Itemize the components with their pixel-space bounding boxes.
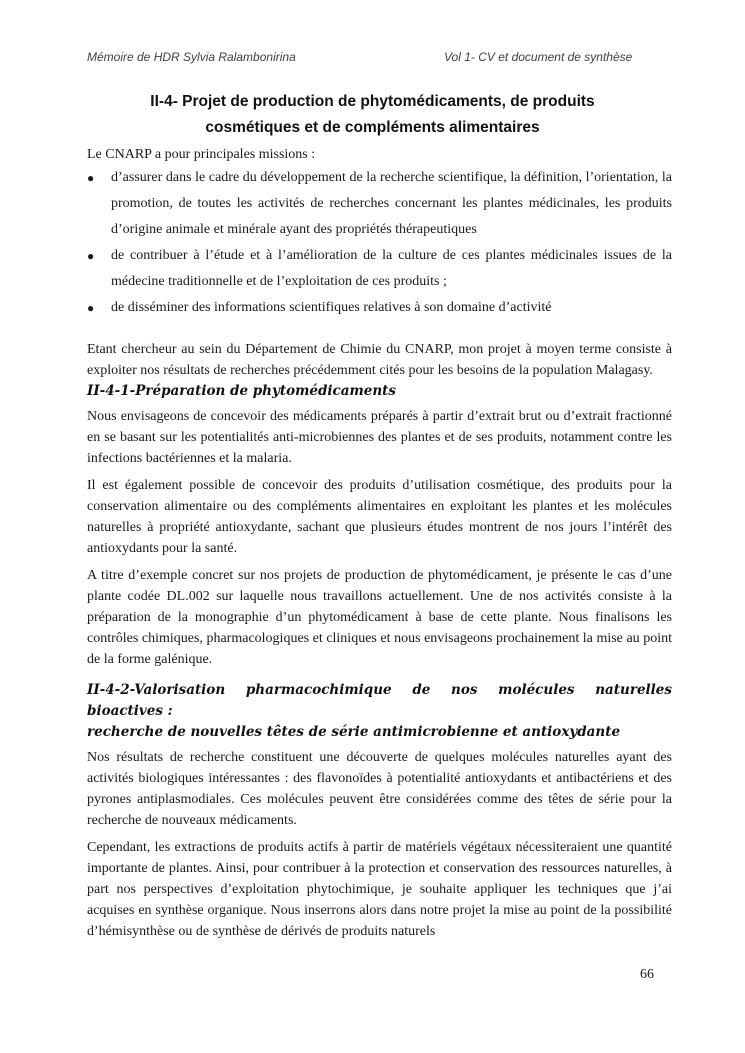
section-title-line-1: II-4- Projet de production de phytomédicaments, de produits [150, 93, 595, 110]
page-number: 66 [640, 967, 654, 982]
paragraph-cnarp: Etant chercheur au sein du Département de Chimie du CNARP, mon projet à moyen terme consiste à exploiter nos résultats de recherches précédemment cités pour les besoins de la population Malagasy. [87, 342, 672, 378]
paragraph: Il est également possible de concevoir des produits d’utilisation cosmétique, des produits pour la conservation alimentaire ou des compléments alimentaires en exploitant les plantes et les molécules naturelles à propriété antioxydante, sachant que plusieurs études montrent de nos jours l’intérêt des antioxydants pour la santé. [87, 478, 672, 556]
list-item [87, 243, 672, 295]
subsection-heading-2-line-2: recherche de nouvelles têtes de série antimicrobienne et antioxydante [87, 724, 621, 740]
missions-list [87, 165, 672, 321]
paragraph: Cependant, les extractions de produits actifs à partir de matériels végétaux nécessiteraient une quantité importante de plantes. Ainsi, pour contribuer à la protection et conservation des ressources naturelles, à part nos perspectives d’exploitation phytochimique, je souhaite appliquer les techniques que j’ai acquises en synthèse organique. Nous inserrons alors dans notre projet la mise au point de la possibilité d’hémisynthèse ou de synthèse de dérivés de produits naturels [87, 840, 672, 939]
list-item [87, 165, 672, 243]
mission-text: de disséminer des informations scientifiques relatives à son domaine d’activité [111, 300, 552, 315]
mission-text: d’assurer dans le cadre du développement de la recherche scientifique, la définition, l’orientation, la promotion, de toutes les activités de recherches concernant les plantes médicinales, les produits d’origine animale et minérale ayant des propriétés thérapeutiques [111, 170, 672, 237]
list-item [87, 295, 672, 321]
bullet-icon: ● [87, 249, 95, 263]
section-title-line-2: cosmétiques et de compléments alimentaires [205, 119, 540, 136]
header-author: Mémoire de HDR Sylvia Ralambonirina [87, 50, 296, 64]
bullet-icon: ● [87, 171, 95, 185]
bullet-icon: ● [87, 301, 95, 315]
mission-text: de contribuer à l’étude et à l’amélioration de la culture de ces plantes médicinales issues de la médecine traditionnelle et de l’exploitation de ces produits ; [111, 248, 672, 289]
paragraph: Nous envisageons de concevoir des médicaments préparés à partir d’extrait brut ou d’extrait fractionné en se basant sur les potentialités anti-microbiennes des plantes et de ses produits, notamment contre les infections bactériennes et la malaria. [87, 409, 672, 466]
header-volume: Vol 1- CV et document de synthèse [444, 50, 633, 64]
section-title [100, 89, 645, 141]
subsection-heading-2 [87, 680, 672, 743]
page-header [87, 50, 647, 70]
subsection-heading-1: II-4-1-Préparation de phytomédicaments [87, 383, 397, 399]
paragraph: Nos résultats de recherche constituent une découverte de quelques molécules naturelles ayant des activités biologiques intéressantes : des flavonoïdes à potentialité antioxydants et antibactériens et des pyrones antiplasmodiales. Ces molécules peuvent être considérées comme des têtes de série pour la recherche de nouveaux médicaments. [87, 750, 672, 828]
subsection-heading-2-line-1: II-4-2-Valorisation pharmacochimique de nos molécules naturelles bioactives : [87, 682, 672, 719]
missions-intro: Le CNARP a pour principales missions : [87, 147, 316, 162]
paragraph: A titre d’exemple concret sur nos projets de production de phytomédicament, je présente le cas d’une plante codée DL.002 sur laquelle nous travaillons actuellement. Une de nos activités consiste à la préparation de la monographie d’un phytomédicament à base de cette plante. Nous finalisons les contrôles chimiques, pharmacologiques et cliniques et nous envisageons prochainement la mise au point de la forme galénique. [87, 568, 672, 667]
main-content [87, 144, 672, 942]
